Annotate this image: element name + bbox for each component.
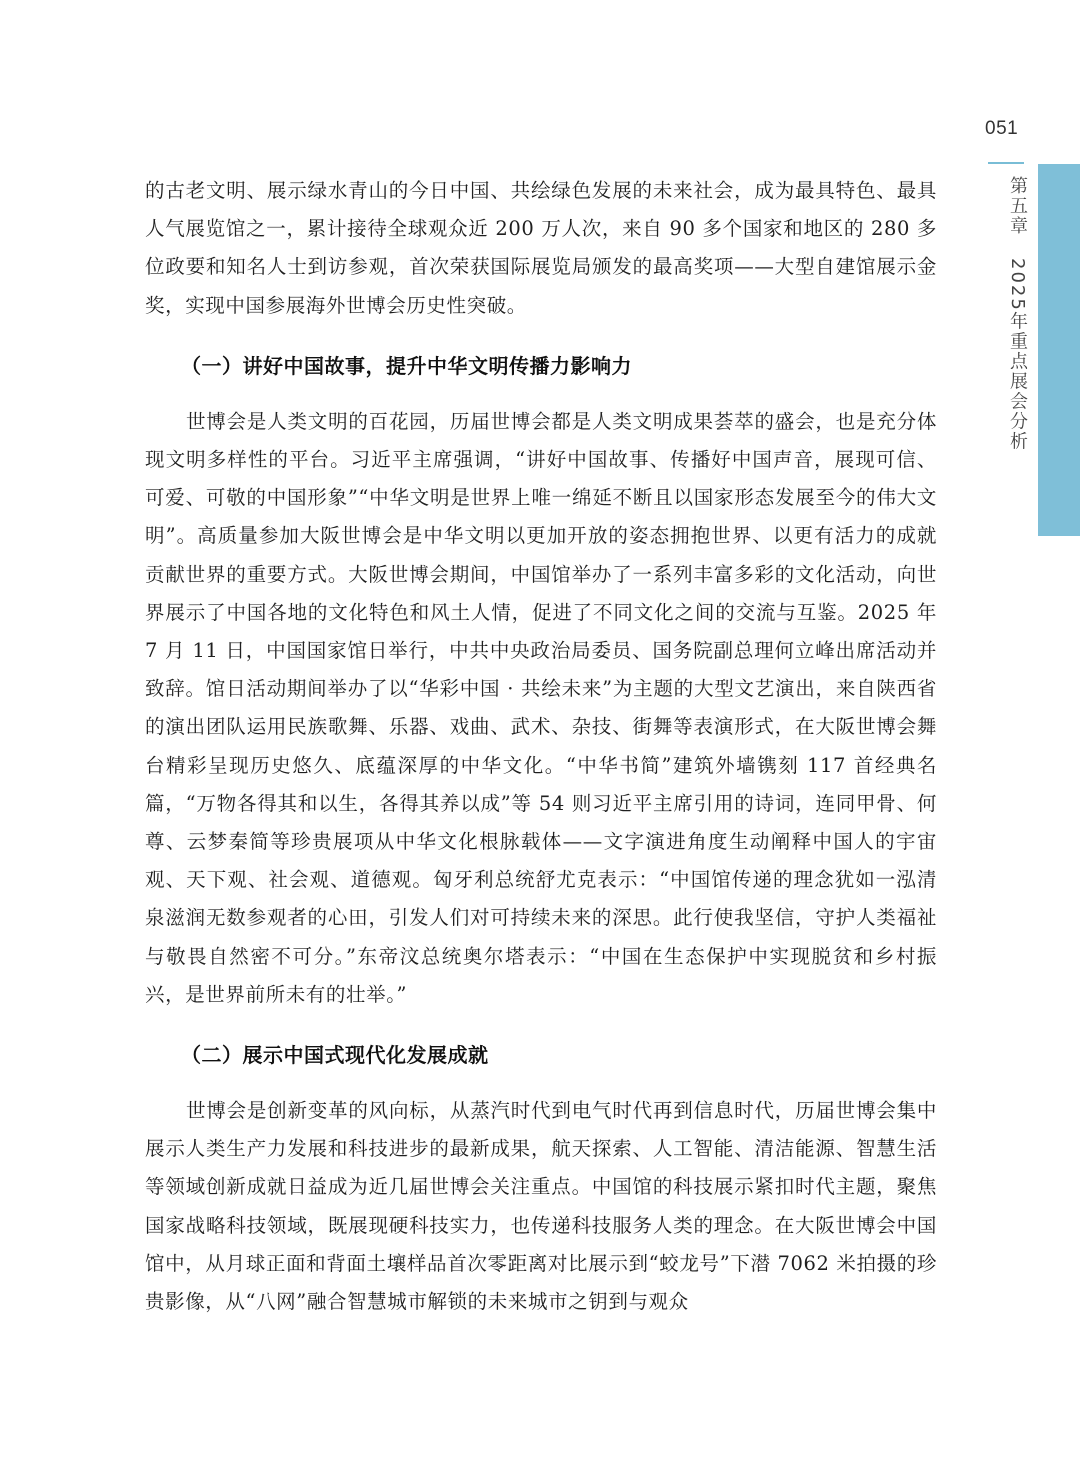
section2-heading: （二）展示中国式现代化发展成就: [181, 1043, 489, 1068]
chapter-label: 第五章: [1007, 176, 1028, 236]
section1-paragraph: 世博会是人类文明的百花园，历届世博会都是人类文明成果荟萃的盛会，也是充分体现文明多样性的平台。习近平主席强调，“讲好中国故事、传播好中国声音，展现可信、可爱、可敬的中国形象”“中华文明是世界上唯一绵延不断且以国家形态发展至今的伟大文明”。高质量参加大阪世博会是中华文明以更加开放的姿态拥抱世界、以更有活力的成就贡献世界的重要方式。大阪世博会期间，中国馆举办了一系列丰富多彩的文化活动，向世界展示了中国各地的文化特色和风土人情，促进了不同文化之间的交流与互鉴。2025 年 7 月 11 日，中国国家馆日举行，中共中央政治局委员、国务院副总理何立峰出席活动并致辞。馆日活动期间举办了以“华彩中国 · 共绘未来”为主题的大型文艺演出，来自陕西省的演出团队运用民族歌舞、乐器、戏曲、武术、杂技、街舞等表演形式，在大阪世博会舞台精彩呈现历史悠久、底蕴深厚的中华文化。“中华书简”建筑外墙镌刻 117 首经典名篇，“万物各得其和以生，各得其养以成”等 54 则习近平主席引用的诗词，连同甲骨、何尊、云梦秦简等珍贵展项从中华文化根脉载体——文字演进角度生动阐释中国人的宇宙观、天下观、社会观、道德观。匈牙利总统舒尤克表示：“中国馆传递的理念犹如一泓清泉滋润无数参观者的心田，引发人们对可持续未来的深思。此行使我坚信，守护人类福祉与敬畏自然密不可分。”东帝汶总统奥尔塔表示：“中国在生态保护中实现脱贫和乡村振兴，是世界前所未有的壮举。”: [145, 409, 937, 1006]
header-rule: [988, 162, 1024, 164]
page-number: 051: [985, 118, 1019, 139]
section2-paragraph: 世博会是创新变革的风向标，从蒸汽时代到电气时代再到信息时代，历届世博会集中展示人类生产力发展和科技进步的最新成果，航天探索、人工智能、清洁能源、智慧生活等领域创新成就日益成为近几届世博会关注重点。中国馆的科技展示紧扣时代主题，聚焦国家战略科技领域，既展现硬科技实力，也传递科技服务人类的理念。在大阪世博会中国馆中，从月球正面和背面土壤样品首次零距离对比展示到“蛟龙号”下潜 7062 米拍摄的珍贵影像，从“八网”融合智慧城市解锁的未来城市之钥到与观众: [145, 1099, 937, 1314]
chapter-side-title: [992, 176, 1026, 452]
intro-paragraph: 的古老文明、展示绿水青山的今日中国、共绘绿色发展的未来社会，成为最具特色、最具人气展览馆之一，累计接待全球观众近 200 万人次，来自 90 多个国家和地区的 280 多位政要和知名人士到访参观，首次荣获国际展览局颁发的最高奖项——大型自建馆展示金奖，实现中国参展海外世博会历史性突破。: [145, 179, 937, 317]
section-title-label: 2025年重点展会分析: [1007, 258, 1028, 452]
chapter-tab: [1038, 164, 1080, 536]
page-body: [145, 172, 937, 1321]
section1-heading: （一）讲好中国故事，提升中华文明传播力影响力: [181, 353, 632, 378]
